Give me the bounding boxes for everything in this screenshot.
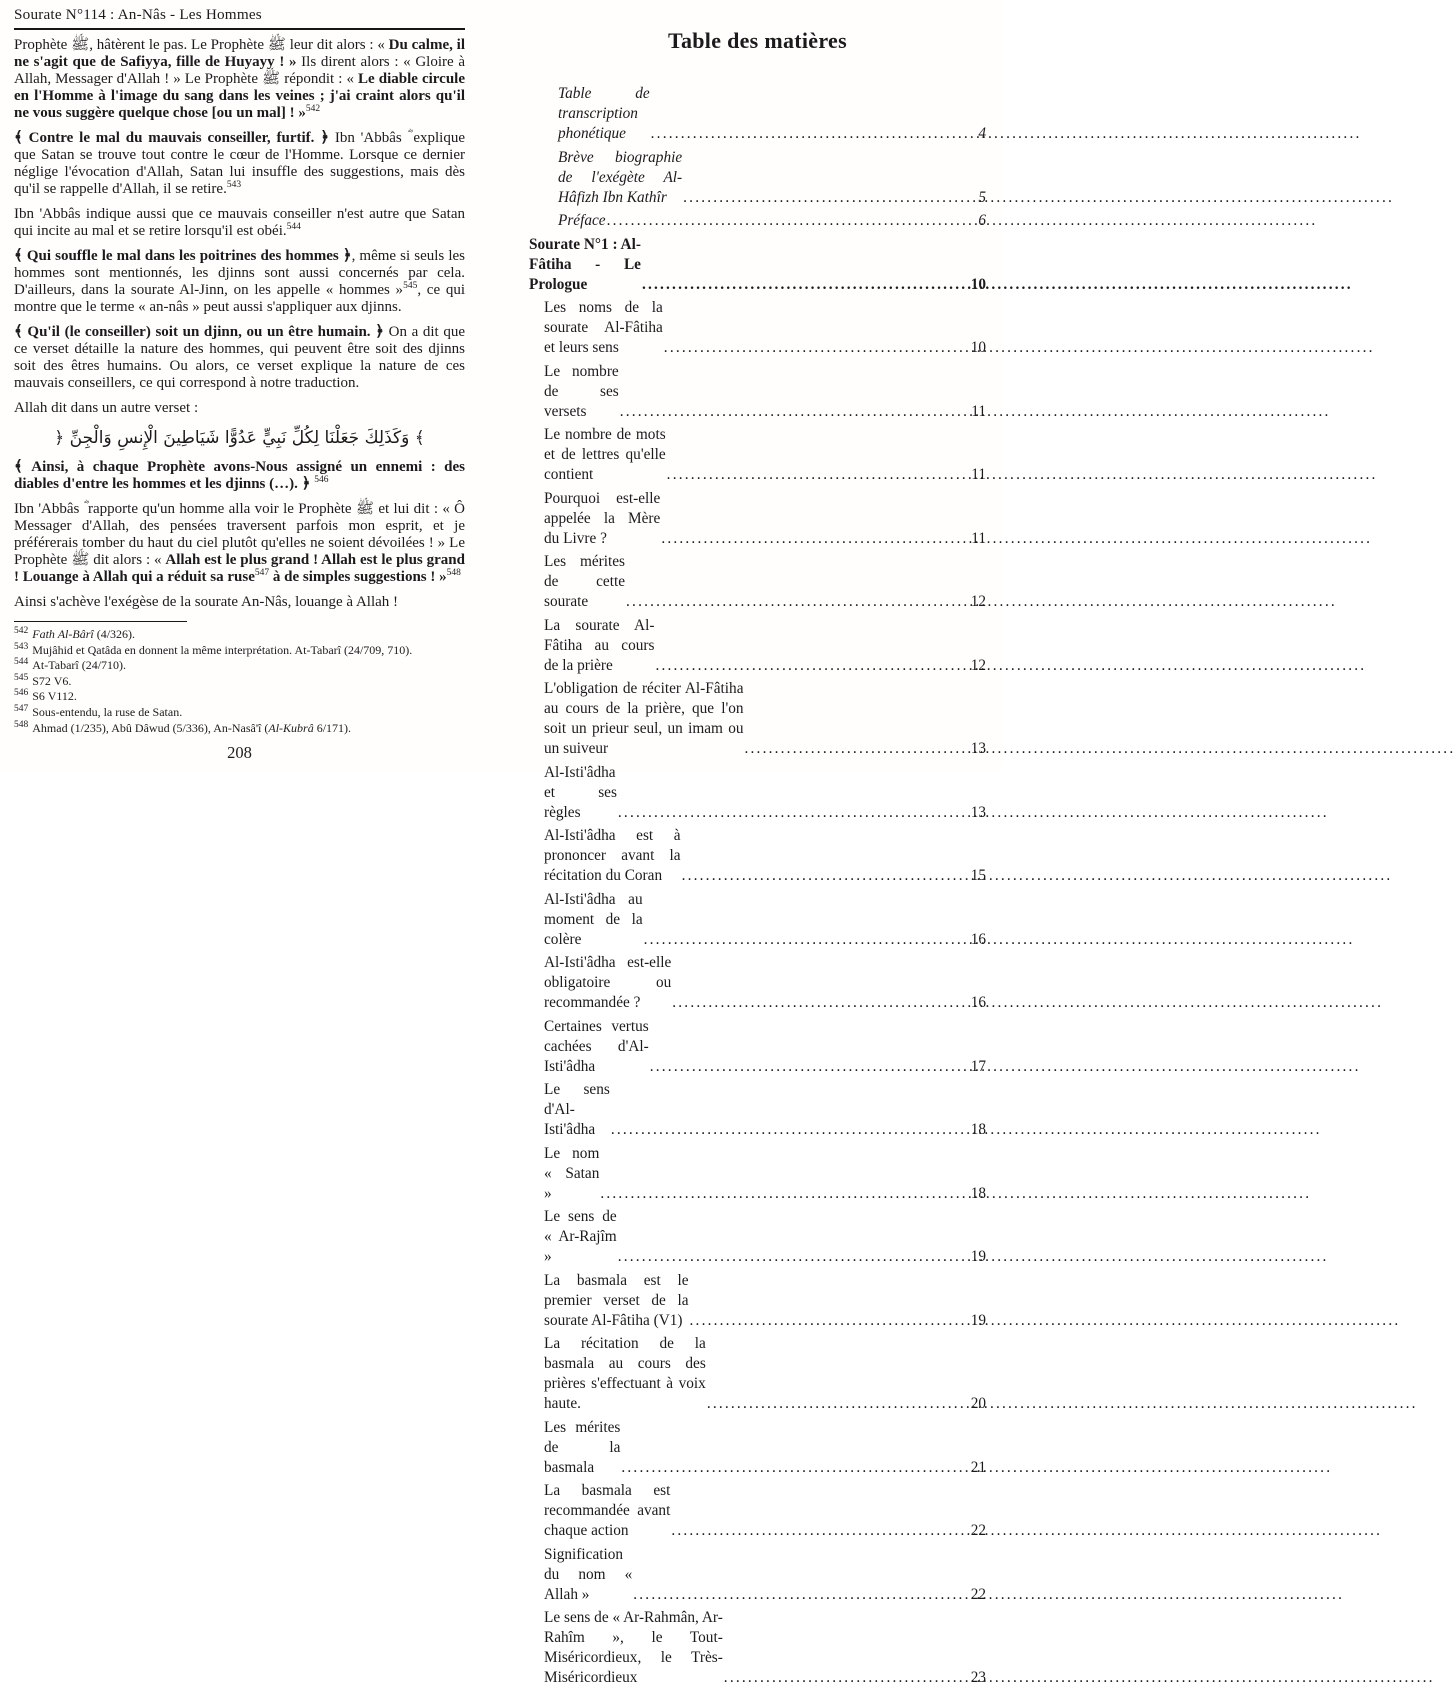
footnote [14, 643, 465, 658]
toc-dot-leader [664, 338, 965, 358]
text-segment: Sous-entendu, la ruse de Satan. [32, 704, 183, 719]
toc-dot-leader [672, 993, 965, 1013]
toc-page-number: 12 [970, 656, 986, 674]
text-segment: At-Tabarî (24/710). [32, 658, 127, 673]
paragraph [14, 594, 465, 611]
text-segment: , ce qui montre que le terme « an-nâs » peut aussi s'appliquer aux djinns. [14, 282, 465, 315]
toc-entry [544, 763, 986, 823]
toc-entry-label: Le nom « Satan » [544, 1144, 600, 1202]
text-segment: Prophète ﷺ, hâtèrent le pas. Le Prophète ﷺ leur dit alors : « [14, 37, 389, 53]
toc-dot-leader [642, 275, 965, 295]
text-segment: S72 V6. [32, 673, 72, 688]
footnote-text [32, 674, 71, 688]
toc-entry [544, 362, 986, 422]
toc-entry-label: Les mérites de cette sourate [544, 553, 626, 610]
text-segment: S6 V112. [32, 689, 77, 704]
footnote-reference: 548 [446, 568, 461, 578]
toc-entry [544, 826, 986, 886]
footnote-number: 546 [14, 688, 29, 699]
text-segment: Allah est le plus grand ! Allah est le plus grand ! Louange à Allah qui a réduit sa ruse [14, 552, 465, 585]
toc-entry [544, 1207, 986, 1267]
text-segment: ﴾ Ainsi, à chaque Prophète avons-Nous assigné un ennemi : des diables d'entre les hommes et les djinns (…). ﴿ [14, 459, 465, 492]
toc-entry-label: Al-Isti'âdha et ses règles [544, 763, 617, 821]
toc-entry-label: Al-Isti'âdha est-elle obligatoire ou recommandée ? [544, 954, 672, 1011]
toc-entry-label: Sourate N°1 : Al-Fâtiha - Le Prologue [529, 235, 641, 293]
toc-page-number: 19 [970, 1248, 986, 1265]
text-segment: à de simples suggestions ! » [269, 569, 447, 585]
footnote-number: 542 [14, 626, 29, 636]
footnote-number: 545 [14, 672, 29, 683]
running-header: Sourate N°114 : An-Nâs - Les Hommes [14, 6, 465, 30]
toc-page-number: 16 [970, 994, 986, 1011]
toc-page-number: 16 [970, 930, 986, 948]
toc-dot-leader [607, 211, 965, 231]
toc-entry-label: Signification du nom « Allah » [544, 1545, 633, 1603]
footnote [14, 658, 465, 673]
toc-entry [544, 1017, 986, 1077]
toc-dot-leader [671, 1521, 965, 1541]
toc-dot-leader [611, 1120, 965, 1140]
text-segment: Ils dirent alors : « Gloire à Allah, Messager d'Allah ! » Le Prophète ﷺ répondit : « [14, 54, 465, 87]
text-segment: Ibn 'Abbâs ؓ explique que Satan se trouve tout contre le cœur de l'Homme. Lorsque ce dernier néglige l'évocation d'Allah, Satan lui insuffle des suggestions, mais dès qu'il se rappelle d'Allah, il se retire. [14, 130, 465, 197]
toc-dot-leader [707, 1394, 965, 1414]
text-segment: ﴾ Contre le mal du mauvais conseiller, furtif. ﴿ [14, 130, 330, 146]
toc-dot-leader [618, 803, 965, 823]
footnote [14, 705, 465, 720]
page-number: 208 [227, 743, 252, 762]
footnote [14, 721, 465, 736]
footnote-number: 548 [14, 719, 29, 730]
text-segment: ﴾ Qu'il (le conseiller) soit un djinn, ou un être humain. ﴿ [14, 324, 384, 340]
toc-entry [544, 953, 986, 1013]
footnote-reference: 546 [314, 475, 329, 485]
toc-dot-leader [745, 739, 966, 759]
paragraph [14, 459, 465, 493]
toc-entry [544, 1271, 986, 1331]
toc-entry-label: La sourate Al-Fâtiha au cours de la prière [544, 616, 655, 674]
footnote [14, 627, 465, 642]
toc-entry [544, 298, 986, 358]
toc-entry [558, 84, 986, 144]
footnote-number: 543 [14, 641, 29, 652]
toc-dot-leader [724, 1668, 965, 1688]
toc-dot-leader [633, 1585, 965, 1605]
toc-entry [544, 679, 986, 759]
toc-title: Table des matières [668, 28, 847, 53]
toc-entry [544, 425, 986, 485]
toc-page-number: 22 [970, 1522, 986, 1539]
toc-entry [544, 616, 986, 676]
footnote-text [32, 627, 135, 641]
toc-page-number: 4 [978, 125, 986, 142]
toc-entry-label: L'obligation de réciter Al-Fâtiha au cours de la prière, que l'on soit un prieur seul, un imam ou un suiveur [544, 680, 744, 757]
footnote [14, 674, 465, 689]
left-page-body [14, 37, 465, 611]
toc-page-number: 10 [970, 275, 986, 293]
toc-entry-label: La basmala est le premier verset de la sourate Al-Fâtiha (V1) [544, 1271, 689, 1329]
footnotes-list [14, 627, 465, 735]
toc-entry-label: La basmala est recommandée avant chaque action [544, 1482, 671, 1539]
toc-entry-label: Al-Isti'âdha au moment de la colère [544, 890, 643, 948]
text-segment: ﴾ Qui souffle le mal dans les poitrines des hommes ﴿ [14, 248, 352, 264]
footnote-separator [14, 621, 187, 622]
toc-entry-label: Table de transcription phonétique [558, 85, 650, 142]
text-segment: Allah dit dans un autre verset : [14, 400, 199, 416]
toc-entry-label: Le sens d'Al-Isti'âdha [544, 1081, 610, 1138]
toc-dot-leader [683, 188, 965, 208]
toc-entry-label: Les noms de la sourate Al-Fâtiha et leurs sens [544, 299, 663, 356]
toc-page-number: 18 [970, 1121, 986, 1138]
toc-dot-leader [600, 1184, 965, 1204]
text-segment: Ibn 'Abbâs indique aussi que ce mauvais conseiller n'est autre que Satan qui incite au mal et se retire lorsqu'il est obéi. [14, 206, 465, 239]
toc-entry-label: Le nombre de ses versets [544, 362, 619, 420]
toc-page-number: 11 [971, 402, 986, 420]
text-segment: (4/326). [93, 627, 136, 641]
toc-entry [529, 235, 986, 295]
toc-entry [544, 1545, 986, 1605]
toc-dot-leader [650, 1057, 965, 1077]
paragraph [14, 130, 465, 198]
toc-page-number: 6 [978, 212, 986, 229]
left-page [0, 0, 501, 771]
toc-page-number: 5 [978, 188, 986, 206]
footnote-number: 547 [14, 703, 29, 714]
toc-dot-leader [620, 402, 965, 422]
footnote-text [32, 643, 412, 657]
toc-entry [544, 1481, 986, 1541]
footnote-reference: 544 [286, 222, 301, 232]
text-segment: Al-Kubrâ [268, 720, 314, 735]
paragraph [14, 248, 465, 316]
toc-entry-label: La récitation de la basmala au cours des prières s'effectuant à voix haute. [544, 1335, 706, 1412]
toc-dot-leader [667, 465, 965, 485]
toc-page-number: 20 [970, 1395, 986, 1412]
text-segment: Ahmad (1/235), Abû Dâwud (5/336), An-Nasâ'î ( [32, 720, 269, 735]
paragraph [14, 37, 465, 122]
toc-entry [544, 890, 986, 950]
toc-page-number: 12 [970, 593, 986, 610]
text-segment: , même si seuls les hommes sont mentionnés, les djinns sont aussi concernés par cela. D'ailleurs, dans la sourate Al-Jinn, on les appelle « hommes » [14, 248, 465, 298]
toc-entry-label: Le sens de « Ar-Rahmân, Ar-Rahîm », le Tout-Miséricordieux, le Très-Miséricordieux [544, 1609, 723, 1686]
toc-page-number: 19 [970, 1311, 986, 1329]
text-segment: Ibn 'Abbâs ؓ rapporte qu'un homme alla voir le Prophète ﷺ et lui dit : « Ô Messager d'Allah, des pensées traversent parfois mon esprit, et je préférerais tomber du haut du ciel plutôt qu'elles ne soient dévoilées ! » Le Prophète ﷺ dit alors : « [14, 501, 465, 568]
toc-page-number: 23 [970, 1669, 986, 1686]
toc-entry-label: Le nombre de mots et de lettres qu'elle contient [544, 426, 666, 483]
footnote-reference: 543 [226, 180, 242, 190]
footnote-reference: 547 [254, 568, 270, 578]
toc-page-number: 13 [970, 740, 986, 757]
quran-verse-arabic: ﴾ وَكَذَلِكَ جَعَلْنَا لِكُلِّ نَبِيٍّ عَدُوًّا شَيَاطِينَ الْإِنسِ وَالْجِنِّ ﴿ [54, 428, 425, 448]
toc-dot-leader [661, 529, 965, 549]
paragraph [14, 400, 465, 417]
footnote-text [32, 705, 182, 719]
toc-page-number: 17 [970, 1057, 986, 1075]
toc-dot-leader [651, 124, 965, 144]
paragraph [14, 206, 465, 240]
toc-entry-label: Certaines vertus cachées d'Al-Isti'âdha [544, 1017, 649, 1075]
text-segment: Du calme, il ne s'agit que de Safiyya, fille de Huyayy ! » [14, 37, 465, 70]
toc-page-number: 13 [970, 803, 986, 821]
toc-entry-label: Le sens de « Ar-Rajîm » [544, 1208, 617, 1265]
toc-page-number: 21 [970, 1458, 986, 1476]
toc-entry-label: Brève biographie de l'exégète Al-Hâfizh Ibn Kathîr [558, 148, 683, 206]
toc-dot-leader [618, 1247, 965, 1267]
right-page [501, 0, 1002, 1686]
toc-dot-leader [626, 592, 965, 612]
paragraph [14, 324, 465, 392]
toc-page-number: 15 [970, 867, 986, 884]
toc-entry-label: Préface [558, 212, 606, 229]
text-segment: On a dit que ce verset détaille la nature des hommes, qui peuvent être soit des djinns soit des êtres humains. Ou alors, ce verset explique la nature de ces mauvais conseillers, ce qui correspond à notre traduction. [14, 324, 466, 391]
table-of-contents [529, 84, 986, 1688]
toc-page-number: 22 [970, 1585, 986, 1603]
footnote-text [32, 658, 126, 672]
toc-entry-label: Les mérites de la basmala [544, 1418, 621, 1476]
toc-entry [544, 552, 986, 612]
footnote [14, 689, 465, 704]
toc-entry-label: Pourquoi est-elle appelée la Mère du Livre ? [544, 489, 661, 547]
toc-page-number: 18 [970, 1184, 986, 1202]
footnote-number: 544 [14, 657, 29, 668]
toc-entry [558, 211, 986, 231]
footnote-text [32, 721, 351, 735]
toc-entry [544, 1144, 986, 1204]
toc-entry [558, 148, 986, 208]
paragraph [14, 501, 465, 586]
footnote-reference: 542 [305, 104, 321, 114]
footnote-reference: 545 [403, 281, 418, 291]
toc-dot-leader [655, 656, 965, 676]
toc-dot-leader [682, 866, 965, 886]
toc-entry [544, 1608, 986, 1688]
toc-entry-label: Al-Isti'âdha est à prononcer avant la récitation du Coran [544, 827, 681, 884]
text-segment: Mujâhid et Qatâda en donnent la même interprétation. At-Tabarî (24/709, 710). [32, 642, 413, 657]
text-segment: Le diable circule en l'Homme à l'image du sang dans les veines ; j'ai craint alors qu'il ne vous suggère quelque chose [ou un mal] ! » [14, 71, 465, 121]
toc-page-number: 11 [971, 529, 986, 547]
toc-page-number: 10 [970, 339, 986, 356]
toc-entry [544, 1080, 986, 1140]
toc-entry [544, 489, 986, 549]
footnote-text [32, 689, 77, 703]
toc-page-number: 11 [971, 466, 986, 483]
text-segment: Fath Al-Bârî [32, 627, 94, 641]
text-segment: 6/171). [313, 720, 352, 735]
text-segment: Ainsi s'achève l'exégèse de la sourate An-Nâs, louange à Allah ! [14, 594, 399, 610]
toc-dot-leader [690, 1311, 965, 1331]
toc-entry [544, 1418, 986, 1478]
toc-dot-leader [644, 930, 965, 950]
toc-dot-leader [621, 1458, 965, 1478]
toc-entry [544, 1334, 986, 1414]
